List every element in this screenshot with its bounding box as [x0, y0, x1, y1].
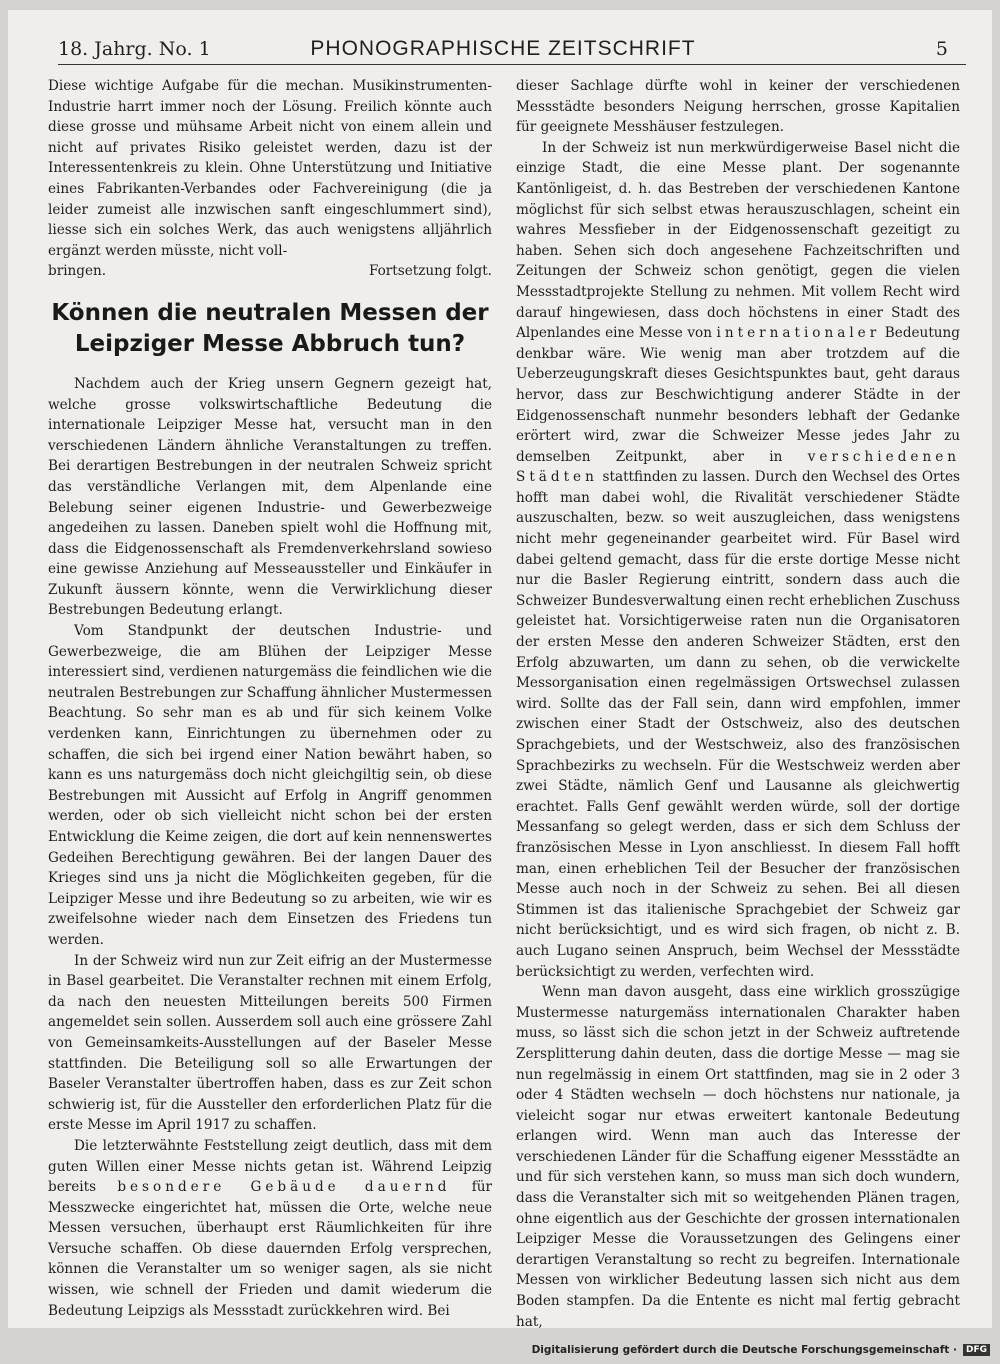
intro-paragraph — [48, 76, 492, 261]
r2-text-c: stattfinden zu lassen. Durch den Wechsel des Ortes hofft man dabei wohl, die Rivalität verschiedener Städte auszuschalten, bezw. so weit auszugleichen, dass wenigstens nicht mehr gegeneinander gearbeitet wird. Für Basel wird dabei geltend gemacht, dass für die erste dortige Messe nicht nur die Basler Regierung eintritt, sondern dass auch die Schweizer Bundesverwaltung einen recht erheblichen Zuschuss geleistet hat. Vorsichtigerweise raten nun die Organisatoren der ersten Messe den anderen Schweizer Städten, erst den Erfolg abzuwarten, um dann zu sehen, ob die verwickelte Messorganisation einen regelmässigen Ortswechsel zulassen wird. Sollte das der Fall sein, dann wird empfohlen, immer zwischen einer Stadt der Ostschweiz, also des deutschen Sprachgebiets, und der Westschweiz, also des französischen Sprachbezirks zu wechseln. Für die Westschweiz werden aber zwei Städte, nämlich Genf und Lausanne als gleichwertig erachtet. Falls Genf gewählt werden würde, soll der dortige Messanfang so gelegt werden, dass er sich dem Schluss der französischen Messe in Lyon anschliesst. In diesem Fall hofft man, einen erheblichen Teil der Besucher der französischen Messe auch noch in der Schweiz zu sehen. Bei all diesen Stimmen ist das italienische Sprachgebiet der Schweiz gar nicht berücksichtigt, und es wird sich fragen, ob nicht z. B. auch Lugano seinen Anspruch, beim Wechsel der Messstädte berücksichtigt zu werden, verfechten wird. — [516, 469, 961, 980]
paragraph-r3: Wenn man davon ausgeht, dass eine wirklich grosszügige Mustermesse naturgemäss internationalen Charakter haben muss, so lässt sich die schon jetzt in der Schweiz auftretende Zersplitterung dahin deuten, dass die dortige Messe — mag sie nun regelmässig in einem Ort stattfinden, mag sie in 2 oder 3 oder 4 Städten wechseln — doch höchstens nur nationale, ja vieleicht sogar nur etwas erweitert kantonale Bedeutung erlangen wird. Wenn man auch das Interesse der verschiedenen Länder für die Schaffung eigener Messstädte an und für sich verstehen kann, so muss man sich doch wundern, dass die Veranstalter sich mit so weitgehenden Plänen tragen, ohne eigentlich aus der Geschichte der grossen internationalen Leipziger Messe die Voraussetzungen des Gelingens einer derartigen Veranstaltung so recht zu begreifen. Internationale Messen von wirklicher Bedeutung lassen sich nicht aus dem Boden stampfen. Da die Entente es nicht mal fertig gebracht hat, — [516, 984, 960, 1328]
right-column — [516, 76, 960, 1328]
journal-title: PHONOGRAPHISCHE ZEITSCHRIFT — [310, 37, 696, 60]
paragraph-r1: dieser Sachlage dürfte wohl in keiner der verschiedenen Messstädte besonders Neigung herrschen, grosse Kapitalien für geeignete Messhäuser festzulegen. — [516, 78, 960, 136]
left-column — [48, 76, 492, 1321]
article-title-line1: Können die neutralen Messen der — [51, 299, 489, 326]
paragraph-1: Nachdem auch der Krieg unsern Gegnern gezeigt hat, welche grosse volkswirtschaftliche Bedeutung die internationale Leipziger Messe hat, versucht man in den verschiedenen Ländern ähnliche Veranstaltungen zu treffen. Bei derartigen Bestrebungen in der neutralen Schweiz spricht das verständliche Verlangen mit, dem Alpenlande eine Belebung seiner eigenen Industrie- und Gewerbezweige angedeihen zu lassen. Daneben spielt wohl die Hoffnung mit, dass die Eidgenossenschaft als Fremdenverkehrsland sowieso eine gewisse Anziehung auf Messeaussteller und Einkäufer in Zukunft äussern könnte, wenn die Verwirklichung dieser Bestrebungen Bedeutung erlangt. — [48, 375, 492, 619]
issue-label: 18. Jahrg. No. 1 — [58, 38, 211, 60]
dfg-logo: DFG — [963, 1344, 990, 1356]
continuation-line — [48, 261, 492, 282]
header-rule — [58, 64, 966, 65]
paragraph-r2 — [516, 138, 960, 982]
p4-spaced-text: besondere Gebäude dauernd — [117, 1179, 451, 1196]
page-header — [28, 34, 978, 66]
r2-spaced-text-1: internationaler — [716, 325, 881, 342]
paragraph-4 — [48, 1136, 492, 1321]
newspaper-page — [8, 10, 992, 1328]
article-title — [48, 298, 492, 360]
intro-last-word: bringen. — [48, 263, 107, 280]
article-title-line2: Leipziger Messe Abbruch tun? — [74, 330, 466, 357]
p4-text-b: für Messzwecke eingerichtet hat, müssen die Orte, welche neue Messen versuchen, überhaupt erst Räumlichkeiten für ihre Versuche schaffen. Ob diese dauernden Erfolg versprechen, können die Veranstalter um so weniger sagen, als sie nicht wissen, wie schnell der Frieden und damit wiederum die Bedeutung Leipzigs als Messstadt zurückkehren wird. Bei — [48, 1179, 493, 1319]
page-number: 5 — [935, 38, 948, 60]
p4-text-a: Die letzterwähnte Feststellung zeigt deutlich, dass mit dem guten Willen einer Messe nichts getan ist. Während Leipzig bereits — [48, 1137, 492, 1196]
intro-text: Diese wichtige Aufgabe für die mechan. Musikinstrumenten-Industrie harrt immer noch der Lösung. Freilich könnte auch diese grosse und mühsame Arbeit nicht von einem allein und nicht auf privates Risiko geleistet werden, dazu ist der Interessentenkreis zu klein. Ohne Unterstützung und Initiative eines Fabrikanten-Verbandes oder Fachvereinigung (die ja leider zumeist alle inzwischen sanft eingeschlummert sind), liesse sich ein solches Werk, das auch wenigstens alljährlich ergänzt werden müsste, nicht voll- — [48, 78, 492, 259]
digitization-footer — [532, 1340, 990, 1360]
footer-credit: Digitalisierung gefördert durch die Deutsche Forschungsgemeinschaft · — [531, 1344, 957, 1356]
r2-text-a: In der Schweiz ist nun merkwürdigerweise Basel nicht die einzige Stadt, die eine Messe plant. Der sogenannte Kantönligeist, d. h. das Bestreben der verschiedenen Kantone möglichst für sich selbst etwas herauszuschlagen, scheint ein wahres Messfieber in der Eidgenossenschaft gezeitigt zu haben. Sehen sich doch angesehene Fachzeitschriften und Zeitungen der Schweiz schon genötigt, gegen die vielen Messstadtprojekte Stellung zu nehmen. Mit vollem Recht wird darauf hingewiesen, dass doch höchstens in einer Stadt des Alpenlandes eine Messe von — [516, 139, 960, 342]
paragraph-3: In der Schweiz wird nun zur Zeit eifrig an der Mustermesse in Basel gearbeitet. Die Veranstalter rechnen mit einem Erfolg, da nach den neuesten Mitteilungen bereits 500 Firmen angemeldet sein sollen. Ausserdem soll auch eine grössere Zahl von Gemeinsamkeits-Ausstellungen auf der Baseler Messe stattfinden. Die Beteiligung soll so alle Erwartungen der Baseler Veranstalter übertroffen haben, dass es zur Zeit schon schwierig ist, für die Aussteller den erforderlichen Platz für die erste Messe im April 1917 zu schaffen. — [48, 952, 492, 1134]
r2-text-b: Bedeutung denkbar wäre. Wie wenig man aber trotzdem auf die Ueberzeugungskraft dieses Gesichtspunktes baut, geht daraus hervor, dass zur Beschwichtigung anderer Städte in der Eidgenossenschaft nunmehr besonders lebhaft der Gedanke erörtert wird, zwar die Schweizer Messe jedes Jahr zu demselben Zeitpunkt, aber in — [516, 325, 960, 465]
paragraph-2: Vom Standpunkt der deutschen Industrie- und Gewerbezweige, die am Blühen der Leipziger Messe interessiert sind, verdienen naturgemäss die feindlichen wie die neutralen Bestrebungen zur Schaffung ähnlicher Mustermessen Beachtung. So sehr man es ab und für sich keinem Volke verdenken kann, Einrichtungen zu übernehmen oder zu schaffen, die sich bei irgend einer Nation bewährt haben, so kann es uns naturgemäss doch nicht gleichgiltig sein, ob diese Bestrebungen mit Aussicht auf Erfolg in Angriff genommen werden, oder ob sich vielleicht nicht schon bei der ersten Entwicklung die Keime zeigen, die dort auf kein nennenswertes Gedeihen Berechtigung gewähren. Bei der langen Dauer des Krieges sind uns ja nicht die Möglichkeiten gegeben, für die Leipziger Messe und ihre Bedeutung so zu arbeiten, wie wir es zweifelsohne wieder nach dem Einsetzen des Friedens tun werden. — [48, 623, 492, 948]
r2-spaced-text-2: verschiedenen Städten — [516, 448, 960, 486]
continuation-note: Fortsetzung folgt. — [368, 263, 492, 280]
